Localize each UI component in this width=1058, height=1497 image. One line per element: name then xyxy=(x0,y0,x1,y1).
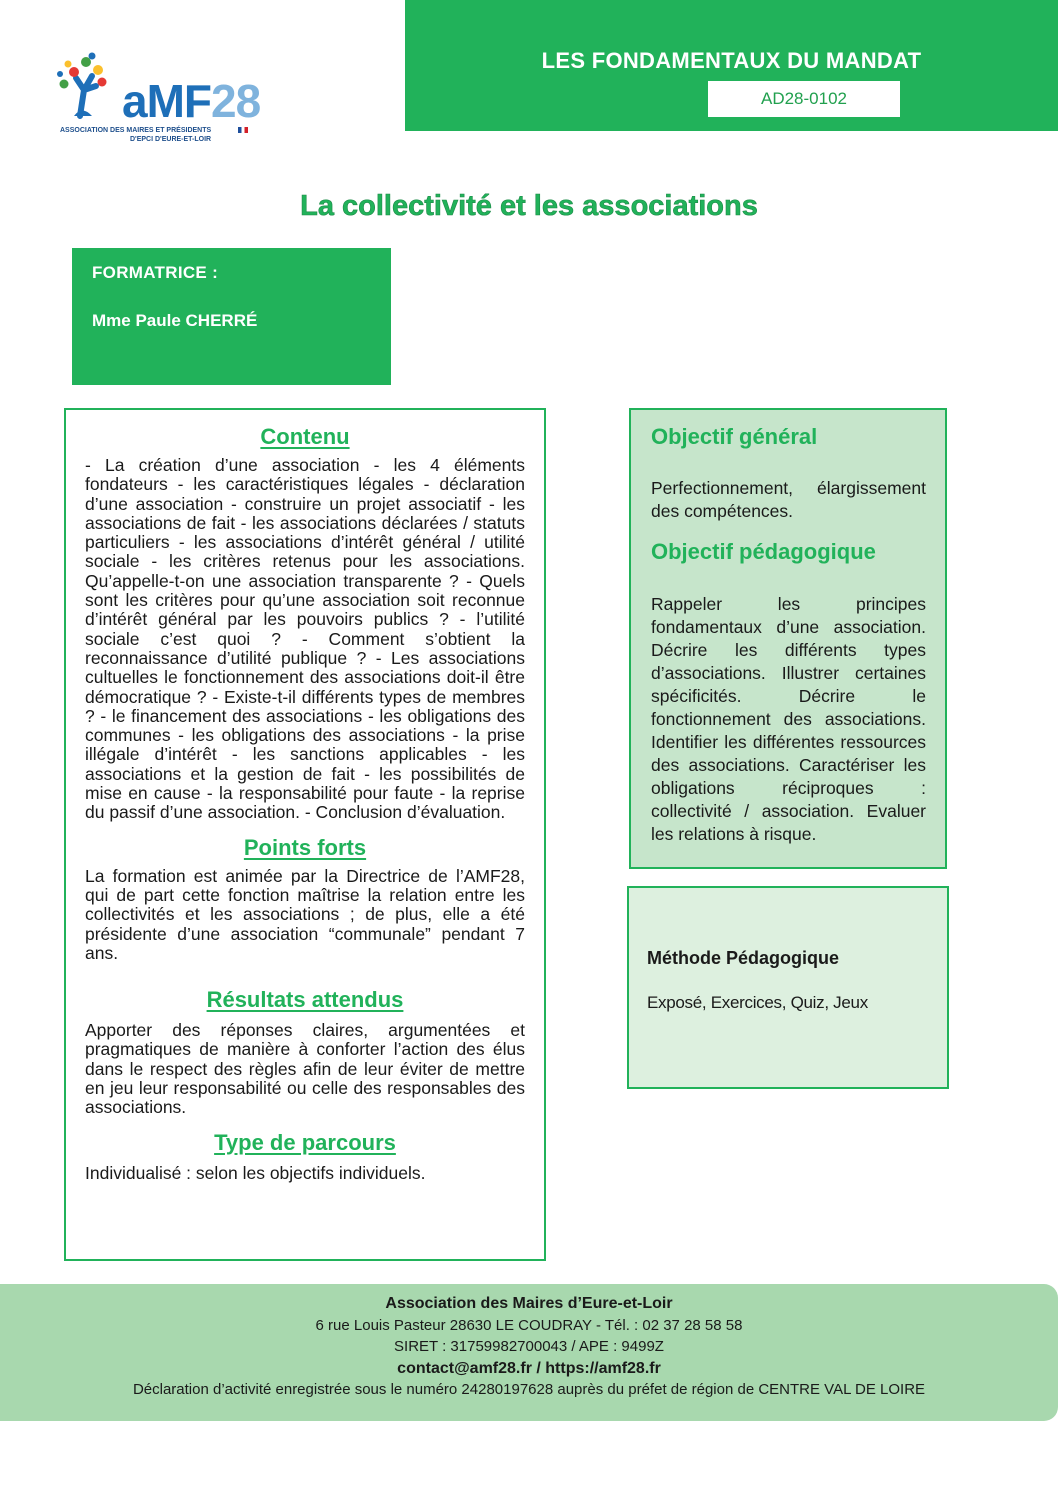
content-box xyxy=(64,408,546,1261)
contenu-text: - La création d’une association - les 4 éléments fondateurs - les caractéristiques légales - déclaration d’une association - construire un projet associatif - les associations de fait - les associations déclarées / statuts particuliers - les associations d’intérêt général / utilité sociale - les critères retenus pour les associations. Qu’appelle-t-on une association transparente ? - Quels sont les critères pour qu’une association soit reconnue d’intérêt général par les pouvoirs publics ? - l’utilité sociale c’est quoi ? - Comment s’obtient la reconnaissance d’utilité publique ? - Les associations cultuelles le fonctionnement des associations doit-il être démocratique ? - Existe-t-il différents types de membres ? - le financement des associations - les obligations des communes - les obligations des associations - la prise illégale d’intérêt - les sanctions applicables - les associations et la gestion de fait - les possibilités de mise en cause - la responsabilité pour faute - la reprise du passif d’une association. - Conclusion d’évaluation. xyxy=(85,455,525,823)
parcours-text: Individualisé : selon les objectifs individuels. xyxy=(85,1162,426,1183)
footer-declaration: Déclaration d’activité enregistrée sous le numéro 24280197628 auprès du préfet de région de CENTRE VAL DE LOIRE xyxy=(132,1381,926,1398)
document-title: La collectivité et les associations xyxy=(300,190,758,222)
resultats-heading: Résultats attendus xyxy=(206,987,404,1013)
footer-siret: SIRET : 31759982700043 / APE : 9499Z xyxy=(394,1338,664,1355)
objectif-pedagogique-text: Rappeler les principes fondamentaux d’une association. Décrire les différents types d’associations. Illustrer certaines spécificités. Décrire le fonctionnement des associations. Identifier les différentes ressources des associations. Caractériser les obligations réciproques : collectivité / association. Evaluer les relations à risque. xyxy=(651,594,926,844)
contenu-heading: Contenu xyxy=(260,424,350,449)
parcours-heading: Type de parcours xyxy=(214,1129,396,1155)
footer-address: 6 rue Louis Pasteur 28630 LE COUDRAY - Tél. : 02 37 28 58 58 xyxy=(315,1316,743,1334)
resultats-text: Apporter des réponses claires, argumentées et pragmatiques de manière à conforter l’action des élus dans le respect des règles afin de leur éviter de mettre en jeu leur responsabilité ou celle des responsables des associations. xyxy=(85,1020,525,1118)
footer-org: Association des Maires d’Eure-et-Loir xyxy=(385,1295,673,1312)
objectif-general-heading: Objectif général xyxy=(651,424,818,449)
method-heading: Méthode Pédagogique xyxy=(647,948,840,968)
header-title: LES FONDAMENTAUX DU MANDAT xyxy=(541,48,922,73)
logo-wordmark: aMF28 xyxy=(122,75,261,127)
amf28-logo xyxy=(52,50,322,150)
objectif-pedagogique-heading: Objectif pédagogique xyxy=(651,539,876,564)
trainer-label: FORMATRICE : xyxy=(92,263,219,282)
french-flag-icon xyxy=(238,127,248,133)
header-band xyxy=(405,0,1058,131)
method-box xyxy=(627,886,949,1089)
logo-subtitle: ASSOCIATION DES MAIRES ET PRÉSIDENTS D'EPCI D'EURE-ET-LOIR xyxy=(60,127,212,143)
footer xyxy=(0,1284,1058,1421)
objectif-general-text: Perfectionnement, élargissement des compétences. xyxy=(651,478,926,521)
objectives-box xyxy=(629,408,947,869)
tree-people-icon xyxy=(52,50,122,120)
footer-contact[interactable]: contact@amf28.fr / https://amf28.fr xyxy=(397,1359,661,1377)
points-forts-text: La formation est animée par la Directrice de l’AMF28, qui de part cette fonction maîtrise la relation entre les collectivités et les associations ; de plus, elle a été présidente d’une association “communale” pendant 7 ans. xyxy=(85,865,525,963)
course-code: AD28-0102 xyxy=(708,81,900,117)
points-forts-heading: Points forts xyxy=(243,834,367,860)
trainer-name: Mme Paule CHERRÉ xyxy=(92,311,258,330)
trainer-box xyxy=(72,248,391,385)
method-text: Exposé, Exercices, Quiz, Jeux xyxy=(647,993,868,1012)
